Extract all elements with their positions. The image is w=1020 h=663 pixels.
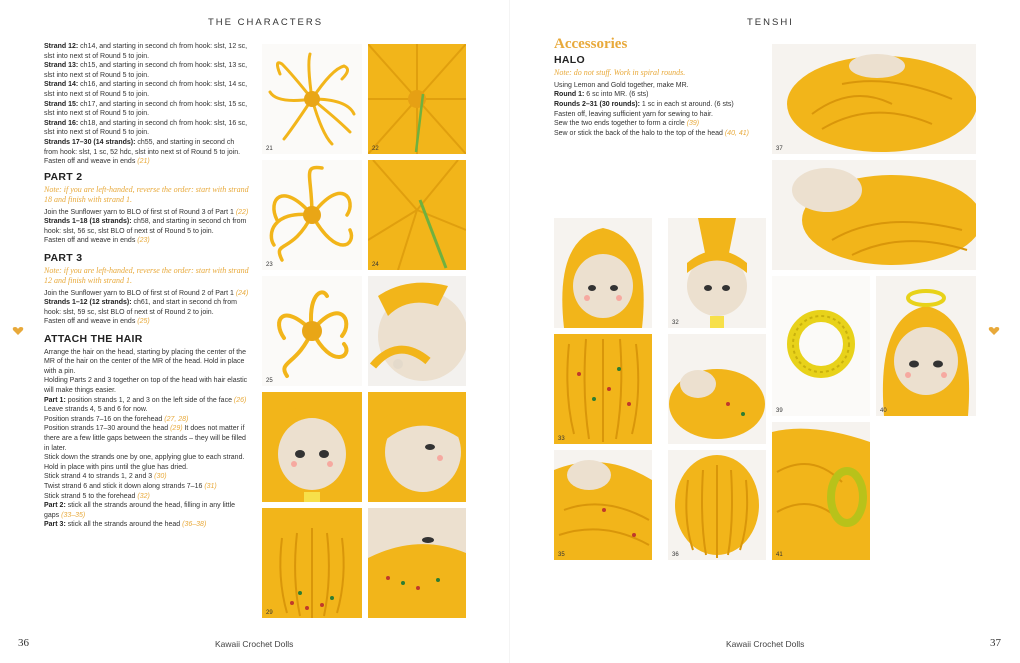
halo-fasten: Fasten off, leaving sufficient yarn for sewing to hair. (554, 110, 713, 118)
part3-end: Fasten off and weave in ends (25) (44, 318, 150, 326)
running-head-left: THE CHARACTERS (208, 17, 324, 28)
photo-number: 41 (776, 552, 783, 558)
photo-doll-curls-full (668, 450, 766, 560)
photo-number: 25 (266, 378, 273, 384)
photo-number: 36 (672, 552, 679, 558)
photo-number: 23 (266, 262, 273, 268)
photo-number: 24 (372, 262, 379, 268)
part2-note: Note: if you are left-handed, reverse the order: start with strand 18 and finish with strand 1. (44, 185, 249, 204)
photo-hair-part2-hook (368, 160, 466, 270)
halo-note: Note: do not stuff. Work in spiral rounds. (554, 68, 686, 78)
photo-hair-part2 (262, 160, 362, 270)
photo-doll-hair-wrap (368, 508, 466, 618)
halo-round1: Round 1: 6 sc into MR. (6 sts) (554, 91, 649, 99)
strand-line: Strand 13: ch15, and starting in second ch from hook: slst, 13 sc, slst into next st of Round 5 to join. (44, 62, 248, 79)
attach-pos17: Position strands 17–30 around the head (29) It does not matter if there are a few little gaps between the strands – they will be filled in later. (44, 425, 246, 452)
photo-doll-front-hair-up (668, 218, 766, 328)
strand-line: Strand 15: ch17, and starting in second ch from hook: slst, 15 sc, slst into next st of Round 5 to join. (44, 100, 248, 118)
photo-doll-with-halo (876, 276, 976, 416)
right-page (510, 0, 1020, 663)
photo-hair-mr-strands (262, 44, 362, 154)
part3-note: Note: if you are left-handed, reverse the order: start with strand 12 and finish with strand 1. (44, 266, 249, 286)
footer-right: Kawaii Crochet Dolls (726, 639, 805, 649)
attach-stick4: Stick strand 4 to strands 1, 2 and 3 (30) (44, 473, 167, 481)
photo-doll-lying-back (554, 450, 652, 560)
attach-part3: Part 3: stick all the strands around the head (36–38) (44, 521, 207, 529)
fasten-line: Fasten off and weave in ends (21) (44, 158, 150, 166)
strand-line: Strand 12: ch14, and starting in second ch from hook: slst, 12 sc, slst into next st of Round 5 to join. (44, 43, 248, 60)
heart-icon (12, 326, 24, 336)
photo-number: 37 (776, 146, 783, 152)
photo-doll-lying-hair (668, 334, 766, 444)
photo-hair-part3 (262, 276, 362, 386)
right-text-column (554, 36, 754, 138)
part3-heading: PART 3 (44, 251, 83, 264)
photo-number: 21 (266, 146, 273, 152)
attach-part2: Part 2: stick all the strands around the head, filling in any little gaps (33–35) (44, 502, 236, 519)
photo-halo-on-head (772, 422, 870, 560)
attach-holding: Holding Parts 2 and 3 together on top of the head with hair elastic will make things easier. (44, 377, 248, 394)
halo-sew: Sew the two ends together to form a circle (39) (554, 120, 700, 128)
attach-pos7: Position strands 7–16 on the forehead (27, 28) (44, 415, 189, 423)
photo-number: 22 (372, 146, 379, 152)
heart-icon (988, 326, 1000, 336)
part2-heading: PART 2 (44, 170, 83, 183)
part2-strands: Strands 1–18 (18 strands): ch58, and starting in second ch from hook: slst, 56 sc, slst BLO of next st of Round 5 to join. (44, 218, 247, 235)
footer-left: Kawaii Crochet Dolls (215, 639, 294, 649)
photo-doll-face-front (262, 392, 362, 502)
photo-number: 32 (672, 320, 679, 326)
photo-number: 40 (880, 408, 887, 414)
attach-stick5: Stick strand 5 to the forehead (32) (44, 492, 150, 500)
part3-join: Join the Sunflower yarn to BLO of first st of Round 2 of Part 1 (24) (44, 289, 249, 297)
folio-left: 36 (18, 637, 29, 649)
photo-number: 33 (558, 436, 565, 442)
halo-rounds: Rounds 2–31 (30 rounds): 1 sc in each st around. (6 sts) (554, 100, 734, 108)
part1-strands (44, 42, 250, 167)
photo-head-pinning (368, 276, 466, 386)
photo-doll-back-hair (262, 508, 362, 618)
attach-intro: Arrange the hair on the head, starting by placing the center of the MR of the hair on the center of the MR of the head. Hold in place with a pin. (44, 348, 246, 375)
photo-doll-front-hair (554, 218, 652, 328)
strand-line: Strand 14: ch16, and starting in second ch from hook: slst, 14 sc, slst into next st of Round 5 to join. (44, 81, 248, 98)
strand-line: Strands 17–30 (14 strands): ch55, and starting in second ch from hook: slst, 1 sc, 52 hdc, slst into next st of Round 5 to join. (44, 138, 241, 156)
running-head-right: TENSHI (747, 17, 794, 28)
photo-number: 35 (558, 552, 565, 558)
left-text-column (44, 42, 250, 530)
attach-twist6: Twist strand 6 and stick it down along strands 7–16 (31) (44, 482, 217, 490)
photo-number: 29 (266, 610, 273, 616)
photo-halo-ring (772, 276, 870, 416)
part2-end: Fasten off and weave in ends (23) (44, 237, 150, 245)
attach-leave: Leave strands 4, 5 and 6 for now. (44, 406, 148, 414)
part3-strands: Strands 1–12 (12 strands): ch61, and start in second ch from hook: slst, 59 sc, slst BLO of next st of Round 2 to join. (44, 299, 237, 316)
photo-hair-sunburst (368, 44, 466, 154)
attach-stick-down: Stick down the strands one by one, applying glue to each strand. Hold in place with pins until the glue has dried. (44, 454, 245, 471)
attach-part1: Part 1: position strands 1, 2 and 3 on the left side of the face (26) (44, 396, 247, 404)
halo-heading: HALO (554, 53, 585, 66)
part2-join: Join the Sunflower yarn to BLO of first st of Round 3 of Part 1 (22) (44, 208, 249, 216)
strand-line: Strand 16: ch18, and starting in second ch from hook: slst, 16 sc, slst into next st of Round 5 to join. (44, 119, 248, 137)
photo-doll-curls-back (554, 334, 652, 444)
photo-hair-top-view (772, 44, 976, 154)
halo-intro: Using Lemon and Gold together, make MR. (554, 81, 689, 89)
halo-stick: Sew or stick the back of the halo to the top of the head (40, 41) (554, 129, 749, 137)
photo-number: 39 (776, 408, 783, 414)
attach-heading: ATTACH THE HAIR (44, 333, 143, 346)
photo-hair-side-view (772, 160, 976, 270)
photo-doll-face-side (368, 392, 466, 502)
accessories-title: Accessories (554, 36, 628, 52)
folio-right: 37 (990, 637, 1001, 649)
